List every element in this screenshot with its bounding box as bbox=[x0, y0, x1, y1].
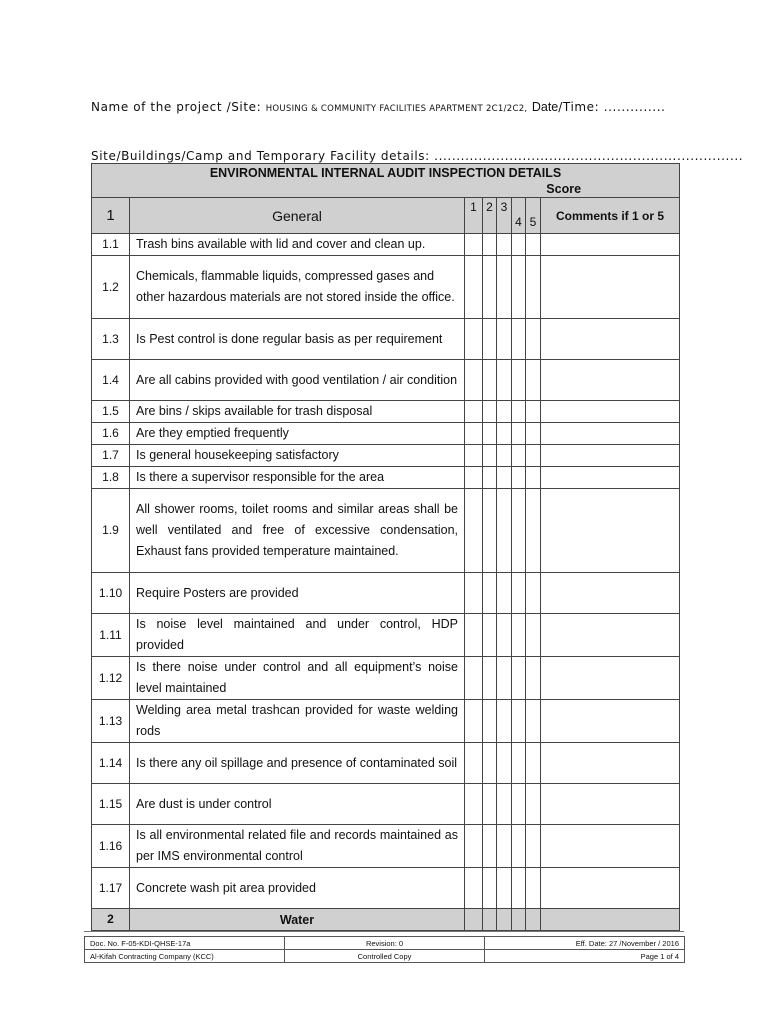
comment-cell[interactable] bbox=[541, 743, 680, 784]
score-cell-1[interactable] bbox=[465, 825, 483, 868]
comment-cell[interactable] bbox=[541, 573, 680, 614]
score-cell-5[interactable] bbox=[526, 256, 541, 319]
item-number: 1.11 bbox=[92, 614, 130, 657]
score-cell-1[interactable] bbox=[465, 784, 483, 825]
score-cell-1[interactable] bbox=[465, 467, 483, 489]
score-col-1: 1 bbox=[465, 198, 483, 234]
comment-cell[interactable] bbox=[541, 234, 680, 256]
score-cell-3[interactable] bbox=[497, 825, 512, 868]
table-row bbox=[92, 657, 680, 700]
score-cell-5[interactable] bbox=[526, 700, 541, 743]
comment-cell[interactable] bbox=[541, 360, 680, 401]
item-number: 1.13 bbox=[92, 700, 130, 743]
comment-cell[interactable] bbox=[541, 657, 680, 700]
table-row bbox=[92, 489, 680, 573]
project-line bbox=[91, 100, 666, 114]
item-text: Is general housekeeping satisfactory bbox=[130, 445, 465, 467]
score-cell-5[interactable] bbox=[526, 360, 541, 401]
score-cell-4[interactable] bbox=[512, 234, 526, 256]
score-cell-2[interactable] bbox=[483, 657, 497, 700]
score-cell-4[interactable] bbox=[512, 319, 526, 360]
score-cell-3[interactable] bbox=[497, 868, 512, 909]
score-cell-4[interactable] bbox=[512, 700, 526, 743]
comment-cell[interactable] bbox=[541, 401, 680, 423]
item-text: Require Posters are provided bbox=[130, 573, 465, 614]
item-number: 1.3 bbox=[92, 319, 130, 360]
time-label: /Time: .............. bbox=[558, 100, 666, 114]
table-row bbox=[92, 700, 680, 743]
table-row bbox=[92, 467, 680, 489]
item-text: Trash bins available with lid and cover and clean up. bbox=[130, 234, 465, 256]
comment-cell[interactable] bbox=[541, 825, 680, 868]
item-number: 1.1 bbox=[92, 234, 130, 256]
score-cell-2[interactable] bbox=[483, 467, 497, 489]
score-cell-5[interactable] bbox=[526, 423, 541, 445]
score-col-4: 4 bbox=[512, 198, 526, 234]
table-row bbox=[92, 825, 680, 868]
item-text: All shower rooms, toilet rooms and similar areas shall be well ventilated and free of excessive condensation, Exhaust fans provided temperature maintained. bbox=[130, 489, 465, 573]
item-number: 1.14 bbox=[92, 743, 130, 784]
score-cell-5[interactable] bbox=[526, 573, 541, 614]
item-text: Concrete wash pit area provided bbox=[130, 868, 465, 909]
score-cell-1[interactable] bbox=[465, 657, 483, 700]
score-cell-4[interactable] bbox=[512, 401, 526, 423]
table-row bbox=[92, 868, 680, 909]
item-number: 1.5 bbox=[92, 401, 130, 423]
comment-cell bbox=[541, 909, 680, 931]
score-cell-1[interactable] bbox=[465, 700, 483, 743]
revision: Revision: 0 bbox=[285, 937, 485, 950]
project-label: Name of the project /Site: bbox=[91, 100, 262, 114]
item-number: 1.6 bbox=[92, 423, 130, 445]
score-cell-4[interactable] bbox=[512, 256, 526, 319]
score-cell-1[interactable] bbox=[465, 743, 483, 784]
table-row bbox=[92, 234, 680, 256]
comment-cell[interactable] bbox=[541, 256, 680, 319]
score-cell-1[interactable] bbox=[465, 234, 483, 256]
score-cell-4[interactable] bbox=[512, 784, 526, 825]
score-cell-3[interactable] bbox=[497, 256, 512, 319]
item-number: 1.15 bbox=[92, 784, 130, 825]
score-label: Score bbox=[92, 182, 680, 198]
section-number: 1 bbox=[92, 198, 130, 234]
score-cell-5[interactable] bbox=[526, 234, 541, 256]
score-cell-5[interactable] bbox=[526, 489, 541, 573]
score-cell-3[interactable] bbox=[497, 234, 512, 256]
doc-number: Doc. No. F-05-KDI-QHSE-17a bbox=[85, 937, 285, 950]
score-cell-2[interactable] bbox=[483, 743, 497, 784]
company-name: Al-Kifah Contracting Company (KCC) bbox=[85, 950, 285, 963]
score-cell-4[interactable] bbox=[512, 423, 526, 445]
item-number: 1.2 bbox=[92, 256, 130, 319]
score-cell-2[interactable] bbox=[483, 234, 497, 256]
table-row bbox=[92, 423, 680, 445]
table-row bbox=[92, 573, 680, 614]
section2-number: 2 bbox=[92, 909, 130, 931]
comment-cell[interactable] bbox=[541, 319, 680, 360]
score-cell-5[interactable] bbox=[526, 467, 541, 489]
score-cell-2[interactable] bbox=[483, 319, 497, 360]
table-row bbox=[92, 256, 680, 319]
item-number: 1.7 bbox=[92, 445, 130, 467]
score-cell-2[interactable] bbox=[483, 784, 497, 825]
item-number: 1.17 bbox=[92, 868, 130, 909]
comment-cell[interactable] bbox=[541, 489, 680, 573]
item-text: Are dust is under control bbox=[130, 784, 465, 825]
score-cell-4[interactable] bbox=[512, 489, 526, 573]
score-col-3: 3 bbox=[497, 198, 512, 234]
score-cell-5 bbox=[526, 909, 541, 931]
score-cell-3[interactable] bbox=[497, 614, 512, 657]
item-number: 1.10 bbox=[92, 573, 130, 614]
effective-date: Eff. Date: 27 /November / 2016 bbox=[485, 937, 685, 950]
item-text: Is there a supervisor responsible for the area bbox=[130, 467, 465, 489]
comments-header: Comments if 1 or 5 bbox=[541, 198, 680, 234]
audit-table bbox=[91, 163, 680, 931]
score-cell-5[interactable] bbox=[526, 319, 541, 360]
score-cell-2[interactable] bbox=[483, 489, 497, 573]
score-cell-3[interactable] bbox=[497, 401, 512, 423]
score-cell-1[interactable] bbox=[465, 360, 483, 401]
item-text: Are all cabins provided with good ventilation / air condition bbox=[130, 360, 465, 401]
table-row bbox=[92, 784, 680, 825]
score-cell-1[interactable] bbox=[465, 445, 483, 467]
score-cell-4[interactable] bbox=[512, 825, 526, 868]
score-cell-2[interactable] bbox=[483, 868, 497, 909]
score-cell-3[interactable] bbox=[497, 657, 512, 700]
score-cell-4[interactable] bbox=[512, 868, 526, 909]
table-row bbox=[92, 360, 680, 401]
score-cell-2[interactable] bbox=[483, 423, 497, 445]
score-cell-3[interactable] bbox=[497, 489, 512, 573]
footer-rule bbox=[84, 931, 684, 932]
score-cell-3[interactable] bbox=[497, 743, 512, 784]
score-cell-1 bbox=[465, 909, 483, 931]
score-cell-5[interactable] bbox=[526, 614, 541, 657]
comment-cell[interactable] bbox=[541, 467, 680, 489]
project-value: HOUSING & COMMUNITY FACILITIES APARTMENT 2C1/2C2, bbox=[265, 104, 528, 114]
site-line: Site/Buildings/Camp and Temporary Facility details: ...................................................................... bbox=[91, 149, 744, 163]
score-cell-5[interactable] bbox=[526, 657, 541, 700]
item-number: 1.12 bbox=[92, 657, 130, 700]
score-cell-1[interactable] bbox=[465, 319, 483, 360]
score-cell-3[interactable] bbox=[497, 700, 512, 743]
score-cell-2[interactable] bbox=[483, 573, 497, 614]
item-text: Are they emptied frequently bbox=[130, 423, 465, 445]
score-cell-1[interactable] bbox=[465, 573, 483, 614]
score-cell-2[interactable] bbox=[483, 614, 497, 657]
item-text: Is Pest control is done regular basis as per requirement bbox=[130, 319, 465, 360]
table-row bbox=[92, 614, 680, 657]
score-cell-4[interactable] bbox=[512, 614, 526, 657]
item-text: Is all environmental related file and records maintained as per IMS environmental control bbox=[130, 825, 465, 868]
score-col-2: 2 bbox=[483, 198, 497, 234]
comment-cell[interactable] bbox=[541, 614, 680, 657]
item-number: 1.9 bbox=[92, 489, 130, 573]
score-cell-3[interactable] bbox=[497, 467, 512, 489]
section2-name: Water bbox=[130, 909, 465, 931]
item-text: Welding area metal trashcan provided for waste welding rods bbox=[130, 700, 465, 743]
score-cell-5[interactable] bbox=[526, 445, 541, 467]
score-cell-2[interactable] bbox=[483, 360, 497, 401]
score-cell-5[interactable] bbox=[526, 401, 541, 423]
item-text: Is noise level maintained and under control, HDP provided bbox=[130, 614, 465, 657]
score-cell-1[interactable] bbox=[465, 423, 483, 445]
footer-table bbox=[84, 936, 685, 963]
table-row bbox=[92, 401, 680, 423]
score-cell-1[interactable] bbox=[465, 489, 483, 573]
score-cell-4[interactable] bbox=[512, 573, 526, 614]
date-label: Date bbox=[531, 100, 559, 114]
controlled-copy: Controlled Copy bbox=[285, 950, 485, 963]
score-cell-2 bbox=[483, 909, 497, 931]
score-cell-2[interactable] bbox=[483, 445, 497, 467]
item-text: Chemicals, flammable liquids, compressed gases and other hazardous materials are not stored inside the office. bbox=[130, 256, 465, 319]
section-name: General bbox=[130, 198, 465, 234]
score-cell-3[interactable] bbox=[497, 423, 512, 445]
score-cell-4[interactable] bbox=[512, 445, 526, 467]
score-cell-3[interactable] bbox=[497, 445, 512, 467]
comment-cell[interactable] bbox=[541, 423, 680, 445]
page-number: Page 1 of 4 bbox=[485, 950, 685, 963]
score-cell-4[interactable] bbox=[512, 743, 526, 784]
item-text: Is there any oil spillage and presence of contaminated soil bbox=[130, 743, 465, 784]
score-cell-1[interactable] bbox=[465, 868, 483, 909]
item-text: Is there noise under control and all equipment’s noise level maintained bbox=[130, 657, 465, 700]
score-cell-1[interactable] bbox=[465, 256, 483, 319]
score-cell-3 bbox=[497, 909, 512, 931]
score-cell-2[interactable] bbox=[483, 256, 497, 319]
score-cell-5[interactable] bbox=[526, 743, 541, 784]
item-number: 1.8 bbox=[92, 467, 130, 489]
table-row bbox=[92, 445, 680, 467]
table-title: ENVIRONMENTAL INTERNAL AUDIT INSPECTION DETAILS bbox=[92, 164, 680, 182]
item-number: 1.4 bbox=[92, 360, 130, 401]
comment-cell[interactable] bbox=[541, 784, 680, 825]
score-col-5: 5 bbox=[526, 198, 541, 234]
score-cell-1[interactable] bbox=[465, 614, 483, 657]
comment-cell[interactable] bbox=[541, 868, 680, 909]
item-text: Are bins / skips available for trash disposal bbox=[130, 401, 465, 423]
score-cell-5[interactable] bbox=[526, 825, 541, 868]
score-cell-4 bbox=[512, 909, 526, 931]
table-row bbox=[92, 319, 680, 360]
score-cell-2[interactable] bbox=[483, 401, 497, 423]
score-cell-3[interactable] bbox=[497, 319, 512, 360]
score-cell-2[interactable] bbox=[483, 700, 497, 743]
score-cell-3[interactable] bbox=[497, 360, 512, 401]
score-cell-3[interactable] bbox=[497, 573, 512, 614]
score-cell-4[interactable] bbox=[512, 657, 526, 700]
score-cell-5[interactable] bbox=[526, 868, 541, 909]
score-cell-1[interactable] bbox=[465, 401, 483, 423]
comment-cell[interactable] bbox=[541, 445, 680, 467]
score-cell-2[interactable] bbox=[483, 825, 497, 868]
comment-cell[interactable] bbox=[541, 700, 680, 743]
item-number: 1.16 bbox=[92, 825, 130, 868]
section-row-water bbox=[92, 909, 680, 931]
score-cell-5[interactable] bbox=[526, 784, 541, 825]
score-cell-4[interactable] bbox=[512, 360, 526, 401]
score-cell-3[interactable] bbox=[497, 784, 512, 825]
table-row bbox=[92, 743, 680, 784]
score-cell-4[interactable] bbox=[512, 467, 526, 489]
